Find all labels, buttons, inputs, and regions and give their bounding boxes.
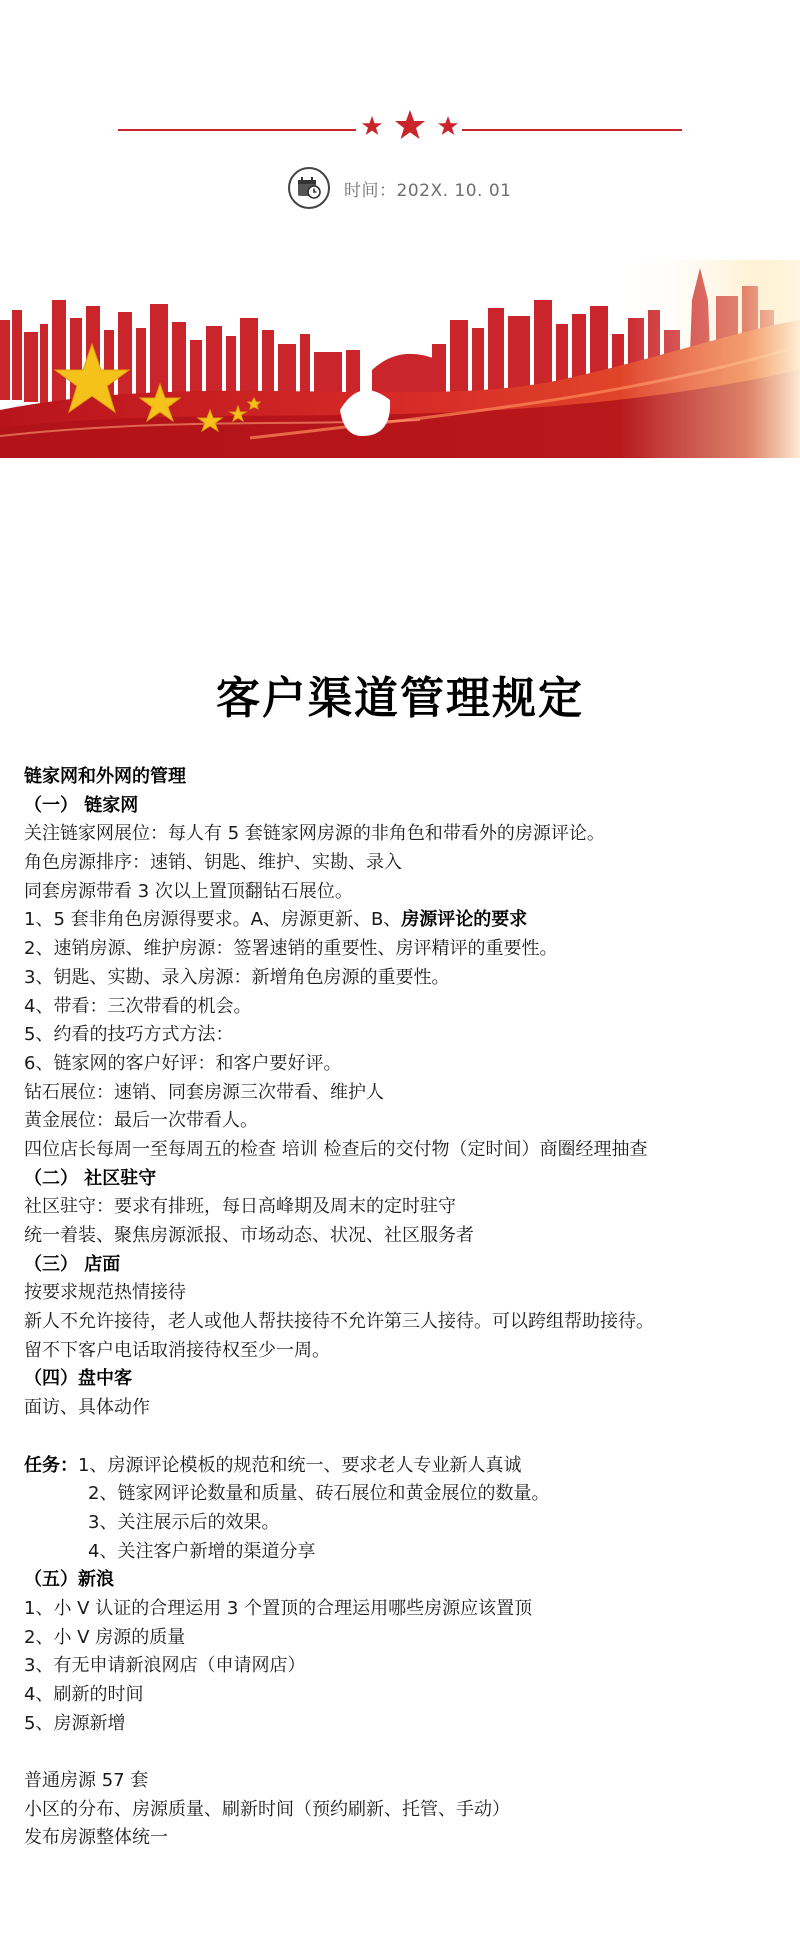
paragraph-line: 统一着装、聚焦房源派报、市场动态、状况、社区服务者 (24, 1225, 474, 1246)
paragraph-line: 黄金展位：最后一次带看人。 (24, 1110, 258, 1132)
paragraph-line: 3、有无申请新浪网店（申请网店） (24, 1655, 306, 1677)
section-heading: （一） 链家网 (24, 794, 139, 816)
paragraph-line: 4、刷新的时间 (24, 1684, 144, 1705)
ornament-line-right (462, 129, 682, 131)
section-heading: 链家网和外网的管理 (24, 766, 186, 787)
paragraph-line: 5、房源新增 (24, 1712, 126, 1734)
date-label: 时间：202X. 10. 01 (344, 180, 512, 201)
paragraph-line: 按要求规范热情接待 (24, 1282, 186, 1304)
header-ornament (0, 110, 800, 146)
light-flare (620, 260, 800, 458)
paragraph-line: 6、链家网的客户好评：和客户要好评。 (24, 1052, 342, 1074)
task-item: 4、关注客户新增的渠道分享 (88, 1540, 316, 1562)
task-item: 3、关注展示后的效果。 (88, 1511, 280, 1533)
paragraph-line: 2、小 V 房源的质量 (24, 1626, 186, 1648)
star-icon-group (360, 110, 460, 146)
paragraph-line: 钻石展位：速销、同套房源三次带看、维护人 (24, 1081, 384, 1103)
paragraph-line: 同套房源带看 3 次以上置顶翻钻石展位。 (24, 880, 353, 902)
skyline-banner (0, 260, 800, 458)
star-icon (395, 110, 425, 139)
paragraph-line: 四位店长每周一至每周五的检查 培训 检查后的交付物（定时间）商圈经理抽查 (24, 1138, 648, 1160)
blank-line (24, 1423, 794, 1452)
star-icon (362, 116, 382, 135)
paragraph-line: 留不下客户电话取消接待权至少一周。 (24, 1339, 330, 1361)
document-body (24, 763, 794, 1853)
calendar-clock-icon (288, 167, 330, 209)
section-heading: （二） 社区驻守 (24, 1167, 157, 1189)
task-item: 2、链家网评论数量和质量、砖石展位和黄金展位的数量。 (88, 1483, 550, 1505)
section-heading: （五）新浪 (24, 1569, 114, 1591)
bold-text: 房源评论的要求 (401, 909, 528, 931)
paragraph-line: 5、约看的技巧方式方法： (24, 1024, 234, 1046)
star-icon (438, 116, 458, 135)
paragraph-line: 普通房源 57 套 (24, 1770, 149, 1792)
paragraph-line (24, 906, 794, 935)
paragraph-line: 4、带看：三次带看的机会。 (24, 995, 252, 1017)
paragraph-line: 发布房源整体统一 (24, 1827, 168, 1849)
paragraph-line: 面访、具体动作 (24, 1397, 150, 1419)
paragraph-line: 社区驻守：要求有排班，每日高峰期及周末的定时驻守 (24, 1196, 456, 1218)
paragraph-line: 1、小 V 认证的合理运用 3 个置顶的合理运用哪些房源应该置顶 (24, 1597, 533, 1619)
paragraph-line: 3、钥匙、实勘、录入房源：新增角色房源的重要性。 (24, 966, 450, 988)
paragraph-line: 小区的分布、房源质量、刷新时间（预约刷新、托管、手动） (24, 1798, 510, 1820)
section-heading: （三） 店面 (24, 1253, 121, 1275)
date-row (288, 166, 511, 210)
paragraph-line: 新人不允许接待，老人或他人帮扶接待不允许第三人接待。可以跨组帮助接待。 (24, 1311, 654, 1333)
page-title: 客户渠道管理规定 (216, 673, 584, 724)
paragraph-text: 1、5 套非角色房源得要求。A、房源更新、B、 (24, 909, 402, 931)
paragraph-line: 角色房源排序：速销、钥匙、维护、实勘、录入 (24, 852, 402, 874)
section-heading: （四）盘中客 (24, 1368, 132, 1390)
task-label: 任务： (24, 1454, 78, 1476)
task-line (24, 1452, 794, 1481)
paragraph-line: 2、速销房源、维护房源：签署速销的重要性、房评精评的重要性。 (24, 938, 558, 960)
ornament-line-left (118, 129, 356, 131)
paragraph-line: 关注链家网展位：每人有 5 套链家网房源的非角色和带看外的房源评论。 (24, 823, 605, 845)
task-item: 1、房源评论模板的规范和统一、要求老人专业新人真诚 (78, 1454, 522, 1476)
blank-line (24, 1738, 794, 1767)
